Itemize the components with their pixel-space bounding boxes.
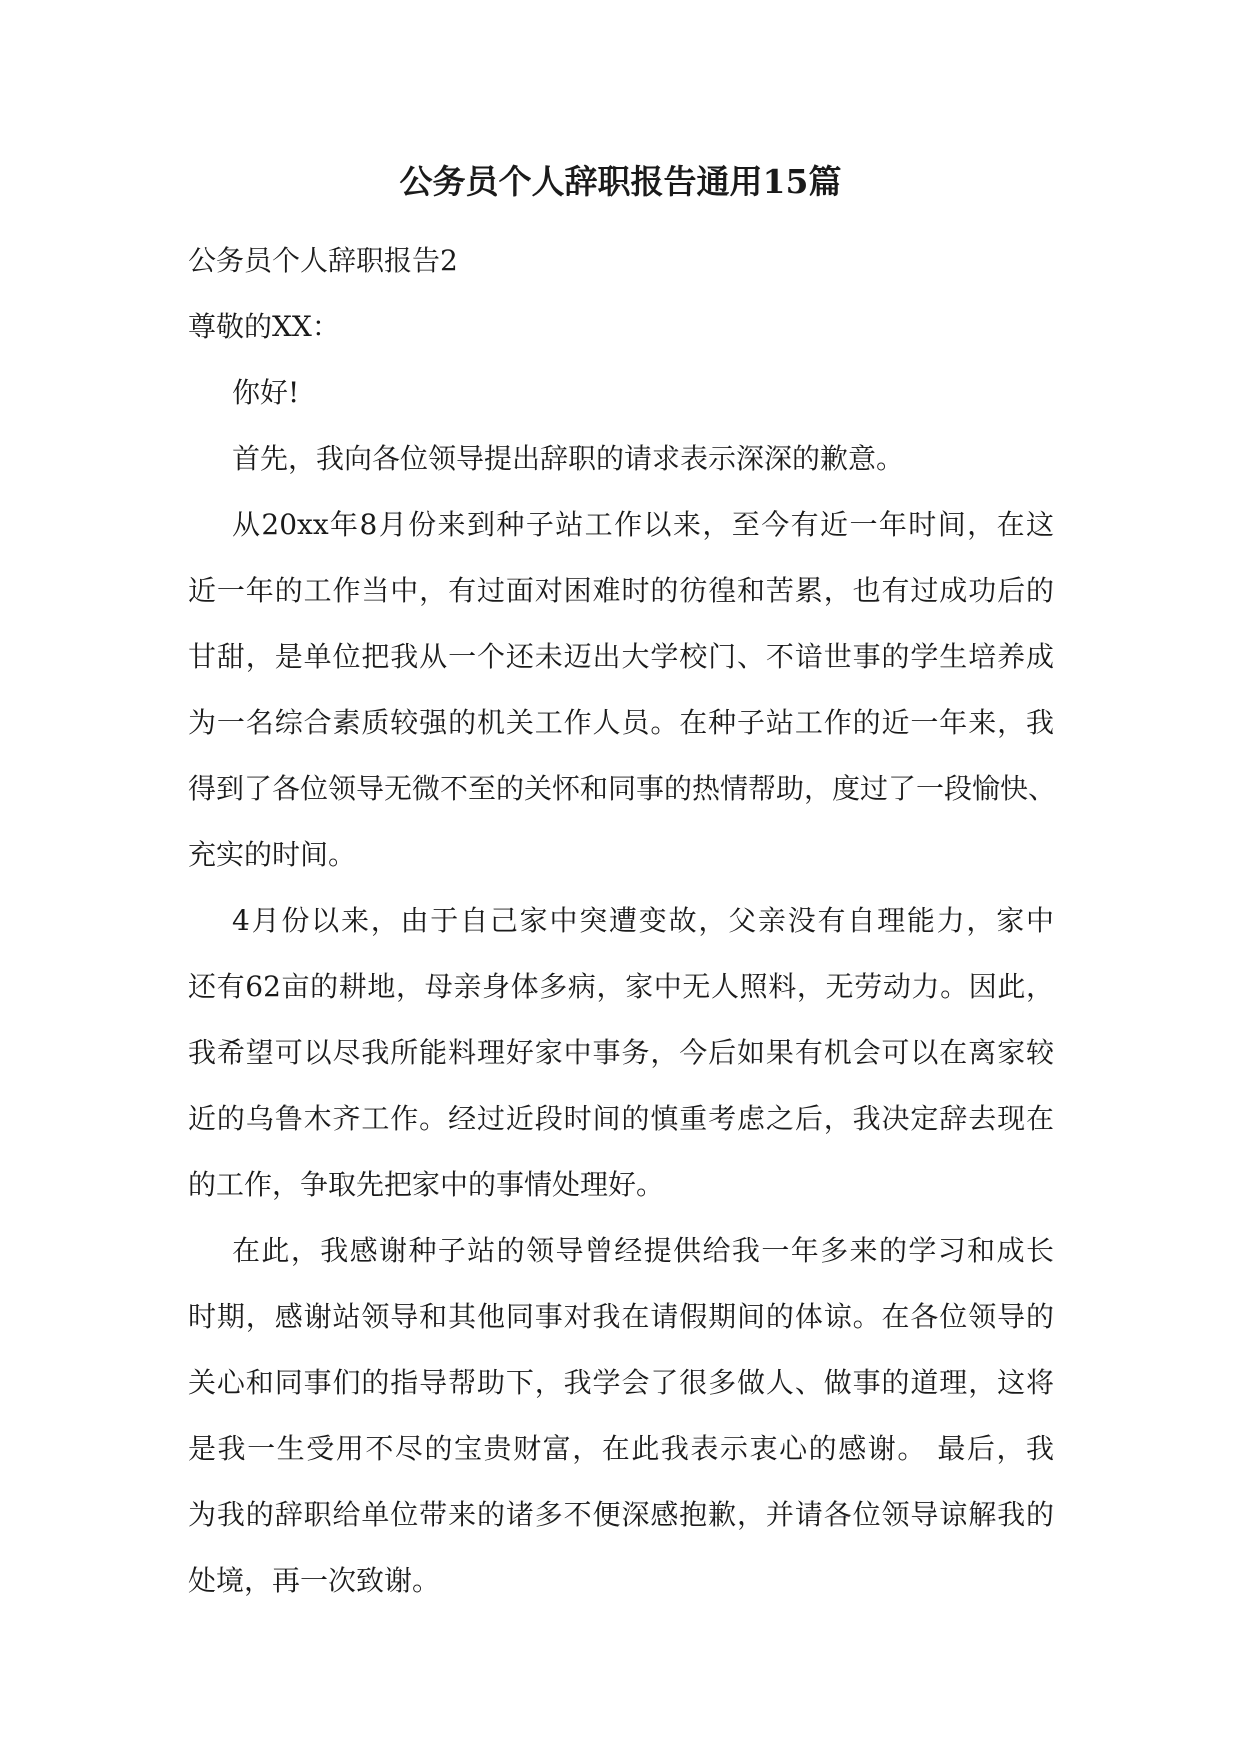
paragraph-3-line-2: 还有62亩的耕地，母亲身体多病，家中无人照料，无劳动力。因此， <box>188 970 1054 1003</box>
paragraph-2-line-5: 得到了各位领导无微不至的关怀和同事的热情帮助，度过了一段愉快、 <box>188 772 1057 805</box>
greeting: 你好! <box>232 376 300 409</box>
paragraph-2-line-2: 近一年的工作当中，有过面对困难时的彷徨和苦累，也有过成功后的 <box>188 574 1054 607</box>
salutation: 尊敬的XX： <box>188 310 340 343</box>
paragraph-4-line-1: 在此，我感谢种子站的领导曾经提供给我一年多来的学习和成长 <box>232 1234 1054 1267</box>
paragraph-4-line-3: 关心和同事们的指导帮助下，我学会了很多做人、做事的道理，这将 <box>188 1366 1054 1399</box>
paragraph-2-line-3: 甘甜，是单位把我从一个还未迈出大学校门、不谙世事的学生培养成 <box>188 640 1054 673</box>
paragraph-1-line-1: 首先，我向各位领导提出辞职的请求表示深深的歉意。 <box>232 442 905 475</box>
paragraph-4-line-6: 处境，再一次致谢。 <box>188 1564 441 1597</box>
paragraph-4-line-2: 时期，感谢站领导和其他同事对我在请假期间的体谅。在各位领导的 <box>188 1300 1054 1333</box>
paragraph-4-line-5: 为我的辞职给单位带来的诸多不便深感抱歉，并请各位领导谅解我的 <box>188 1498 1054 1531</box>
document-title: 公务员个人辞职报告通用15篇 <box>399 162 842 201</box>
paragraph-3-line-1: 4月份以来，由于自己家中突遭变故，父亲没有自理能力，家中 <box>232 904 1054 937</box>
paragraph-3-line-4: 近的乌鲁木齐工作。经过近段时间的慎重考虑之后，我决定辞去现在 <box>188 1102 1054 1135</box>
paragraph-4-line-4: 是我一生受用不尽的宝贵财富，在此我表示衷心的感谢。 最后，我 <box>188 1432 1054 1465</box>
subtitle: 公务员个人辞职报告2 <box>188 244 458 277</box>
paragraph-2-line-1: 从20xx年8月份来到种子站工作以来，至今有近一年时间，在这 <box>232 508 1054 541</box>
paragraph-2-line-4: 为一名综合素质较强的机关工作人员。在种子站工作的近一年来，我 <box>188 706 1054 739</box>
paragraph-3-line-3: 我希望可以尽我所能料理好家中事务，今后如果有机会可以在离家较 <box>188 1036 1054 1069</box>
paragraph-3-line-5: 的工作，争取先把家中的事情处理好。 <box>188 1168 665 1201</box>
paragraph-2-line-6: 充实的时间。 <box>188 838 357 871</box>
document-body <box>188 228 1057 1614</box>
